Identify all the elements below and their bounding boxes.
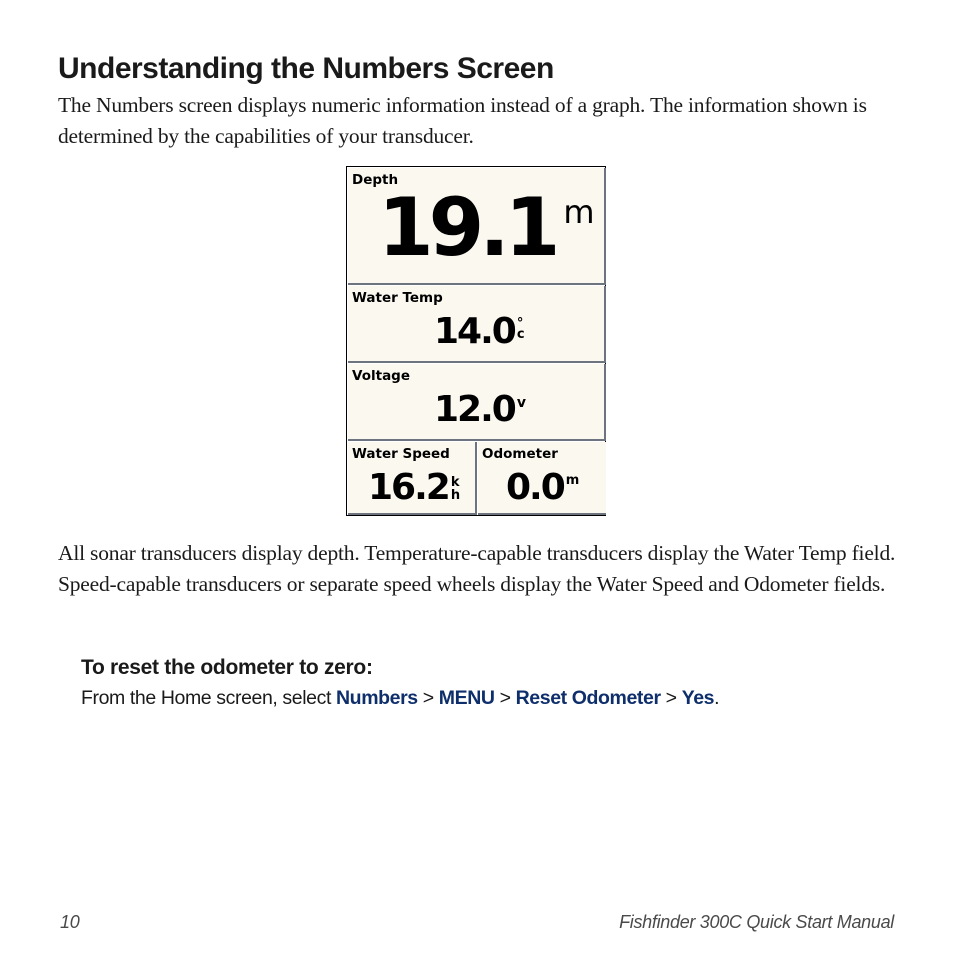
odometer-label: Odometer <box>482 446 558 462</box>
depth-unit: m <box>563 193 595 231</box>
procedure-separator: > <box>660 687 682 709</box>
water-speed-unit <box>451 476 460 502</box>
voltage-label: Voltage <box>352 368 410 384</box>
odometer-value: 0.0 <box>506 467 564 508</box>
page-heading: Understanding the Numbers Screen <box>58 52 554 85</box>
procedure-end: . <box>714 687 720 709</box>
water-temp-field <box>348 286 606 363</box>
numbers-screen-image <box>346 166 606 516</box>
depth-label: Depth <box>352 172 399 188</box>
water-temp-unit-bottom: c <box>516 327 525 342</box>
water-temp-unit-top: ° <box>516 316 524 331</box>
water-speed-unit-top: k <box>450 475 460 490</box>
odometer-field <box>478 442 606 515</box>
menu-term-numbers: Numbers <box>336 687 418 709</box>
voltage-field <box>348 364 606 441</box>
body-paragraph: All sonar transducers display depth. Temperature-capable transducers display the Water Temp field. Speed-capable transducers or separate speed wheels display the Water Speed and Odometer fields. <box>58 541 896 596</box>
depth-value: 19.1 <box>378 181 556 274</box>
odometer-unit: m <box>565 473 580 488</box>
menu-term-yes: Yes <box>681 687 715 709</box>
water-speed-value-group <box>368 467 461 508</box>
depth-value-group <box>378 181 595 274</box>
procedure-lead: From the Home screen, select <box>81 687 336 709</box>
water-speed-unit-bottom: h <box>450 488 461 503</box>
procedure-title: To reset the odometer to zero: <box>81 656 373 679</box>
odometer-value-group <box>506 467 580 508</box>
manual-title: Fishfinder 300C Quick Start Manual <box>619 912 894 932</box>
water-speed-label: Water Speed <box>352 446 450 462</box>
voltage-unit: v <box>516 395 526 411</box>
page-number: 10 <box>60 912 80 932</box>
water-temp-value-group <box>434 311 525 352</box>
menu-term-reset-odometer: Reset Odometer <box>515 687 661 709</box>
menu-term-menu: MENU <box>438 687 495 709</box>
intro-paragraph: The Numbers screen displays numeric information instead of a graph. The information shown is determined by the capabilities of your transducer. <box>58 93 867 148</box>
procedure-step <box>81 687 719 710</box>
water-temp-value: 14.0 <box>434 311 515 352</box>
water-speed-value: 16.2 <box>368 467 449 508</box>
water-temp-label: Water Temp <box>352 290 443 306</box>
procedure-separator: > <box>494 687 516 709</box>
depth-field <box>348 168 606 285</box>
voltage-value-group <box>434 389 526 430</box>
procedure-separator: > <box>417 687 439 709</box>
water-speed-field <box>348 442 477 515</box>
water-temp-unit <box>517 318 525 340</box>
voltage-value: 12.0 <box>434 389 515 430</box>
